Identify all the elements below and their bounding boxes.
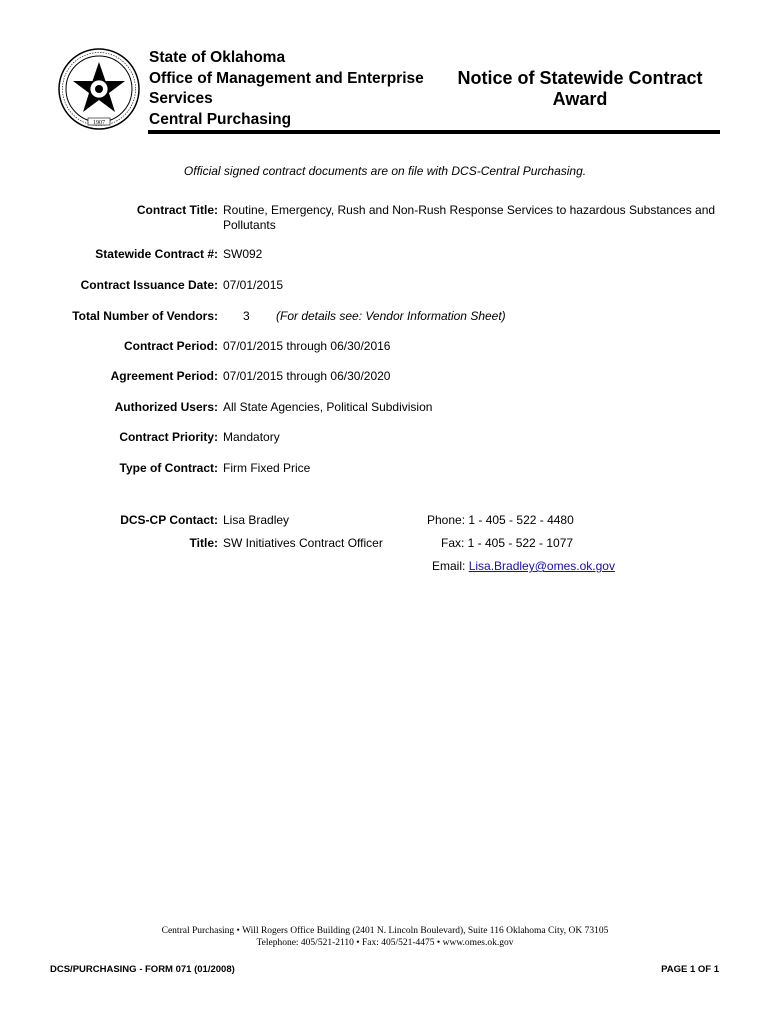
agency-block [149, 48, 424, 130]
contract-title-label: Contract Title: [136, 203, 218, 217]
contract-period-value: 07/01/2015 through 06/30/2016 [223, 339, 391, 353]
contact-title-label: Title: [189, 536, 218, 550]
agency-line: State of Oklahoma [149, 49, 286, 66]
contract-type-value: Firm Fixed Price [223, 461, 311, 475]
contact-email-link[interactable]: Lisa.Bradley@omes.ok.gov [468, 559, 615, 573]
agency-line: Office of Management and Enterprise [149, 69, 424, 87]
agreement-period-value: 07/01/2015 through 06/30/2020 [223, 369, 391, 383]
seal-year: 1907 [93, 120, 105, 126]
authorized-users-label: Authorized Users: [114, 400, 218, 414]
footer-address-line: Central Purchasing • Will Rogers Office Building (2401 N. Lincoln Boulevard), Suite 116 Oklahoma City, OK 73105 [161, 926, 609, 936]
priority-value: Mandatory [223, 430, 280, 444]
state-seal-logo [58, 48, 140, 130]
contact-name-label: DCS-CP Contact: [120, 513, 218, 527]
agency-line: Central Purchasing [149, 110, 292, 128]
agreement-period-label: Agreement Period: [110, 369, 218, 383]
vendors-value: 3 [243, 309, 250, 323]
agency-line: Services [149, 90, 213, 107]
title-line: Award [552, 88, 608, 109]
issuance-date-label: Contract Issuance Date: [80, 278, 218, 292]
contact-email-row [432, 559, 615, 573]
header-divider [148, 130, 720, 134]
contact-title-value: SW Initiatives Contract Officer [223, 536, 383, 550]
page-number: PAGE 1 OF 1 [661, 964, 719, 975]
issuance-date-value: 07/01/2015 [223, 278, 284, 292]
contact-phone: Phone: 1 - 405 - 522 - 4480 [427, 513, 574, 527]
title-line: Notice of Statewide Contract [457, 68, 703, 88]
file-note: Official signed contract documents are on file with DCS-Central Purchasing. [183, 164, 587, 178]
contract-number-value: SW092 [223, 247, 263, 261]
contact-name-value: Lisa Bradley [223, 513, 290, 527]
contact-email-label: Email: [432, 559, 466, 573]
priority-label: Contract Priority: [119, 430, 218, 444]
contact-fax: Fax: 1 - 405 - 522 - 1077 [441, 536, 574, 550]
vendors-note: (For details see: Vendor Information Sheet) [276, 309, 506, 323]
contract-period-label: Contract Period: [123, 339, 218, 353]
contract-type-label: Type of Contract: [119, 461, 218, 475]
document-title [430, 68, 730, 109]
authorized-users-value: All State Agencies, Political Subdivision [223, 400, 433, 414]
form-number: DCS/PURCHASING - FORM 071 (01/2008) [50, 964, 235, 975]
vendors-label: Total Number of Vendors: [72, 309, 218, 323]
footer-address [0, 925, 770, 949]
footer-phone-line: Telephone: 405/521-2110 • Fax: 405/521-4475 • www.omes.ok.gov [256, 938, 514, 948]
contract-title-value: Routine, Emergency, Rush and Non-Rush Response Services to hazardous Substances and Pollutants [223, 203, 716, 232]
contract-number-label: Statewide Contract #: [95, 247, 218, 261]
